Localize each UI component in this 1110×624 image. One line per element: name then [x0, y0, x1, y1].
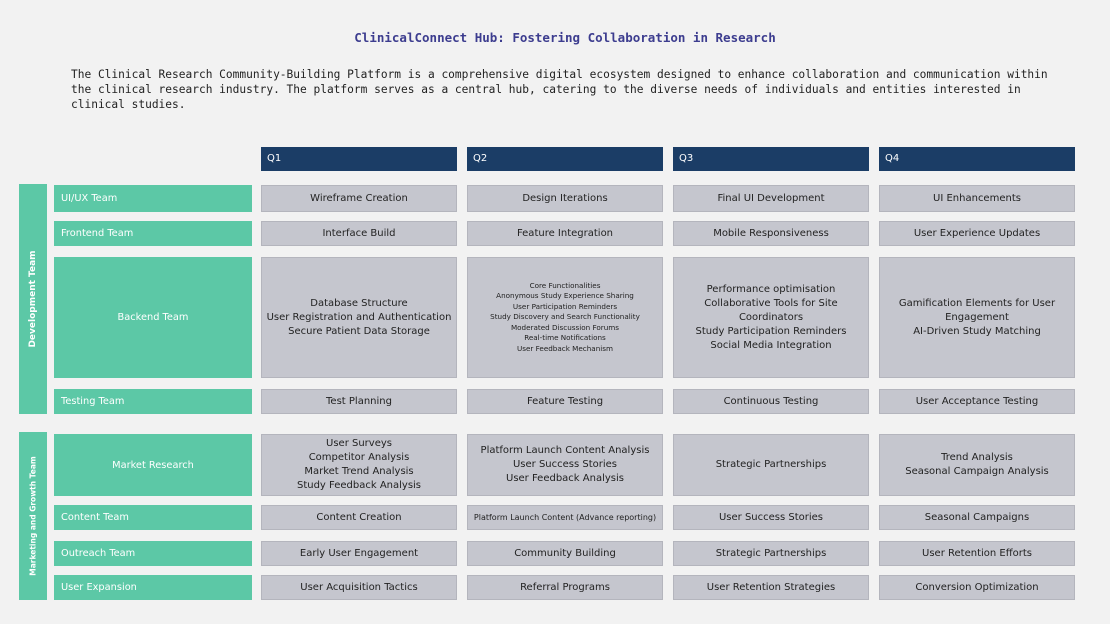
task-item: User Experience Updates: [913, 227, 1041, 239]
task-item: Community Building: [514, 547, 616, 559]
task-item: Platform Launch Content Analysis: [480, 445, 650, 456]
task-cell-frontend-q2: [467, 221, 663, 246]
task-item: Wireframe Creation: [310, 192, 408, 204]
team-label-frontend: Frontend Team: [54, 221, 252, 246]
task-item: User Registration and Authentication: [266, 311, 452, 323]
task-item: Feature Testing: [526, 395, 604, 407]
task-item: Gamification Elements for User: [898, 297, 1056, 309]
task-item: Content Creation: [316, 511, 402, 523]
task-item: Seasonal Campaigns: [924, 511, 1030, 523]
task-item: Coordinators: [738, 311, 804, 323]
quarter-header-q1: Q1: [261, 147, 457, 171]
task-cell-uiux-q2: [467, 185, 663, 212]
task-item: User Acquisition Tactics: [300, 581, 418, 593]
task-item: User Success Stories: [512, 459, 618, 470]
group-development: [19, 184, 47, 414]
team-label-backend: Backend Team: [54, 257, 252, 378]
task-cell-market-q2: [467, 434, 663, 496]
task-item: UI Enhancements: [933, 192, 1021, 204]
task-cell-uiux-q3: [673, 185, 869, 212]
task-item: Conversion Optimization: [915, 581, 1039, 593]
task-item: User Feedback Analysis: [506, 473, 624, 484]
team-label-expansion: User Expansion: [54, 575, 252, 600]
task-cell-backend-q1: [261, 257, 457, 378]
task-item: Competitor Analysis: [308, 452, 410, 463]
task-cell-market-q1: [261, 434, 457, 496]
task-cell-frontend-q1: [261, 221, 457, 246]
task-item: User Success Stories: [718, 511, 824, 523]
task-cell-backend-q4: [879, 257, 1075, 378]
task-item: Study Feedback Analysis: [296, 480, 422, 491]
quarter-header-q4: Q4: [879, 147, 1075, 171]
team-label-outreach: Outreach Team: [54, 541, 252, 566]
task-item: User Participation Reminders: [512, 301, 618, 311]
task-item: User Feedback Mechanism: [516, 343, 613, 353]
team-label-market: Market Research: [54, 434, 252, 496]
task-cell-content-q4: [879, 505, 1075, 530]
task-cell-backend-q3: [673, 257, 869, 378]
task-item: Interface Build: [322, 227, 396, 239]
task-item: Strategic Partnerships: [715, 459, 827, 470]
task-cell-uiux-q4: [879, 185, 1075, 212]
task-cell-expansion-q3: [673, 575, 869, 600]
group-marketing: [19, 432, 47, 600]
task-item: User Surveys: [326, 438, 392, 449]
quarter-header-q3: Q3: [673, 147, 869, 171]
task-item: Study Discovery and Search Functionality: [490, 312, 640, 322]
group-label-development: Development Team: [28, 250, 38, 348]
team-label-content: Content Team: [54, 505, 252, 530]
task-item: Mobile Responsiveness: [713, 227, 829, 239]
task-cell-outreach-q2: [467, 541, 663, 566]
task-item: Platform Launch Content (Advance reporting): [473, 512, 657, 522]
task-item: Database Structure: [310, 297, 408, 309]
task-item: Early User Engagement: [299, 547, 419, 559]
task-cell-market-q4: [879, 434, 1075, 496]
task-item: Collaborative Tools for Site: [704, 297, 838, 309]
task-item: Moderated Discussion Forums: [510, 322, 620, 332]
team-label-testing: Testing Team: [54, 389, 252, 414]
task-cell-testing-q4: [879, 389, 1075, 414]
task-item: Trend Analysis: [941, 452, 1013, 463]
task-item: Core Functionalities: [529, 281, 601, 291]
quarter-header-q2: Q2: [467, 147, 663, 171]
task-cell-content-q2: [467, 505, 663, 530]
task-cell-outreach-q4: [879, 541, 1075, 566]
task-cell-testing-q1: [261, 389, 457, 414]
task-cell-content-q3: [673, 505, 869, 530]
task-item: Performance optimisation: [706, 283, 836, 295]
task-cell-outreach-q1: [261, 541, 457, 566]
task-item: Engagement: [945, 311, 1009, 323]
task-item: User Retention Strategies: [706, 581, 836, 593]
task-cell-testing-q3: [673, 389, 869, 414]
task-item: Secure Patient Data Storage: [288, 325, 430, 337]
task-item: Final UI Development: [717, 192, 825, 204]
group-label-marketing: Marketing and Growth Team: [28, 456, 38, 576]
page-description: The Clinical Research Community-Building Platform is a comprehensive digital ecosystem designed to enhance collaboration and communication within the clinical research industry. The platform serves as a central hub, catering to the diverse needs of individuals and entities interested in clinical studies.: [71, 68, 1048, 111]
task-cell-testing-q2: [467, 389, 663, 414]
task-cell-market-q3: [673, 434, 869, 496]
task-cell-frontend-q4: [879, 221, 1075, 246]
task-item: User Retention Efforts: [922, 547, 1032, 559]
task-item: Social Media Integration: [710, 339, 832, 351]
task-cell-backend-q2: [467, 257, 663, 378]
task-cell-uiux-q1: [261, 185, 457, 212]
task-item: Test Planning: [326, 395, 392, 407]
task-item: Feature Integration: [516, 227, 614, 239]
task-cell-content-q1: [261, 505, 457, 530]
task-item: Design Iterations: [522, 192, 608, 204]
task-cell-expansion-q2: [467, 575, 663, 600]
task-cell-expansion-q4: [879, 575, 1075, 600]
task-item: User Acceptance Testing: [915, 395, 1039, 407]
task-cell-expansion-q1: [261, 575, 457, 600]
task-item: Strategic Partnerships: [715, 547, 827, 559]
task-cell-frontend-q3: [673, 221, 869, 246]
task-item: Referral Programs: [520, 581, 610, 593]
task-item: AI-Driven Study Matching: [913, 325, 1041, 337]
task-item: Study Participation Reminders: [695, 325, 847, 337]
task-item: Real-time Notifications: [524, 333, 606, 343]
task-item: Continuous Testing: [723, 395, 819, 407]
task-item: Market Trend Analysis: [304, 466, 414, 477]
task-item: Seasonal Campaign Analysis: [905, 466, 1049, 477]
page-title: ClinicalConnect Hub: Fostering Collaboration in Research: [354, 30, 776, 45]
task-cell-outreach-q3: [673, 541, 869, 566]
task-item: Anonymous Study Experience Sharing: [496, 291, 634, 301]
team-label-uiux: UI/UX Team: [54, 185, 252, 212]
